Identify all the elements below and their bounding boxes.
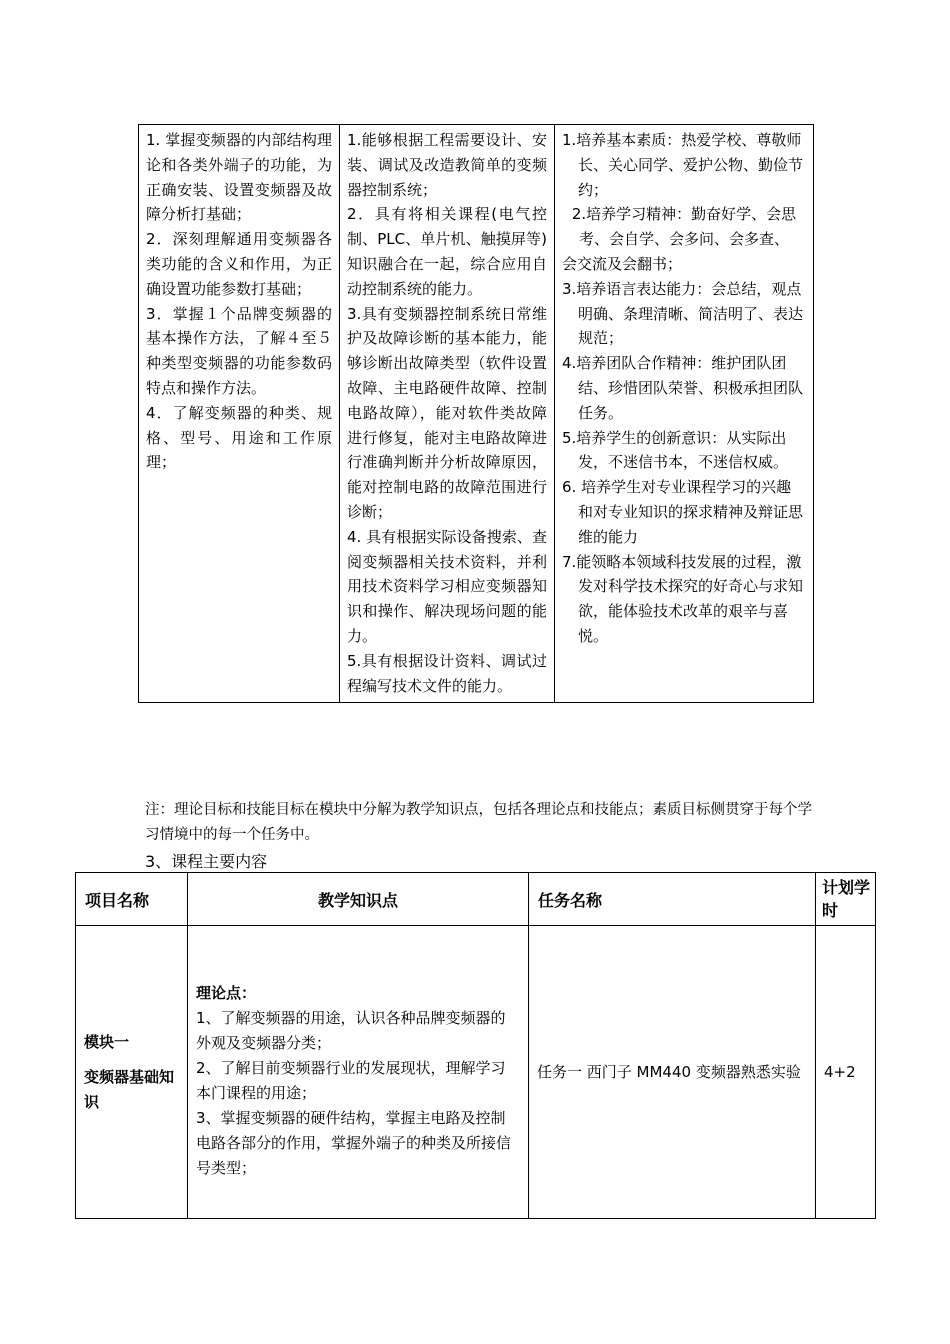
skill-objective-4: 4. 具有根据实际设备搜索、查阅变频器相关技术资料，并利用技术资料学习相应变频器知识和操作、解决现场问题的能力。 (347, 527, 547, 645)
task-name-cell: 任务一 西门子 MM440 变频器熟悉实验 (529, 926, 816, 1219)
header-project-name: 项目名称 (76, 873, 188, 926)
objectives-note: 注：理论目标和技能目标在模块中分解为教学知识点，包括各理论点和技能点；素质目标侧贯穿于每个学习情境中的每一个任务中。 (145, 802, 812, 843)
module-label: 模块一 (84, 1032, 130, 1051)
theory-objective-2: 2．深刻理解通用变频器各类功能的含义和作用，为正确设置功能参数打基础； (146, 230, 332, 298)
knowledge-point-2: 2、了解目前变频器行业的发展现状，理解学习本门课程的用途； (196, 1059, 506, 1102)
skill-objective-5: 5.具有根据设计资料、调试过程编写技术文件的能力。 (347, 651, 547, 695)
knowledge-points-cell (188, 926, 529, 1219)
skill-objectives-cell (340, 125, 555, 703)
header-task-name: 任务名称 (529, 873, 816, 926)
content-table-header-row (76, 873, 876, 926)
quality-objective-5: 5.培养学生的创新意识：从实际出发，不迷信书本，不迷信权威。 (562, 428, 789, 472)
knowledge-point-1: 1、了解变频器的用途，认识各种品牌变频器的外观及变频器分类； (196, 1009, 506, 1052)
quality-objective-1: 1.培养基本素质：热爱学校、尊敬师长、关心同学、爱护公物、勤俭节约； (562, 131, 804, 199)
theory-objective-1: 1. 掌握变频器的内部结构理论和各类外端子的功能，为正确安装、设置变频器及故障分析打基础； (146, 131, 332, 224)
quality-objective-6: 6. 培养学生对专业课程学习的兴趣和对专业知识的探求精神及辩证思维的能力 (562, 478, 804, 546)
theory-objectives-cell (139, 125, 340, 703)
project-name: 变频器基础知识 (84, 1067, 175, 1111)
header-knowledge-points: 教学知识点 (188, 873, 529, 926)
quality-objective-3: 3.培养语言表达能力：会总结，观点明确、条理清晰、简洁明了、表达规范； (562, 279, 804, 348)
knowledge-point-3: 3、掌握变频器的硬件结构，掌握主电路及控制电路各部分的作用，掌握外端子的种类及所接信号类型； (196, 1109, 512, 1177)
quality-objective-7: 7.能领略本领域科技发展的过程，激发对科学技术探究的好奇心与求知欲，能体验技术改革的艰辛与喜悦。 (562, 552, 804, 645)
theory-objective-3: 3．掌握１个品牌变频器的基本操作方法，了解４至５种类型变频器的功能参数码特点和操作方法。 (146, 304, 332, 397)
section-title: 3、课程主要内容 (145, 852, 268, 871)
objectives-row (139, 125, 814, 703)
theory-points-label: 理论点： (196, 984, 257, 1002)
quality-objective-4: 4.培养团队合作精神：维护团队团结、珍惜团队荣誉、积极承担团队任务。 (562, 354, 804, 422)
skill-objective-2: 2．具有将相关课程(电气控制、PLC、单片机、触摸屏等)知识融合在一起，综合应用自动控制系统的能力。 (347, 205, 547, 298)
skill-objective-3: 3.具有变频器控制系统日常维护及故障诊断的基本能力，能够诊断出故障类型（软件设置故障、主电路硬件故障、控制电路故障），能对软件类故障进行修复，能对主电路故障进行准确判断并分析故障原因，能对控制电路的故障范围进行诊断； (347, 304, 547, 521)
table-row (76, 926, 876, 1219)
quality-objective-2-continued: 会交流及会翻书； (562, 254, 683, 273)
theory-objective-4: 4．了解变频器的种类、规格、型号、用途和工作原理； (146, 403, 332, 472)
project-cell (76, 926, 188, 1219)
course-content-table (75, 872, 876, 1219)
header-planned-hours: 计划学时 (816, 873, 876, 926)
quality-objective-2: 2.培养学习精神：勤奋好学、会思考、会自学、会多问、会多查、 (571, 205, 797, 249)
skill-objective-1: 1.能够根据工程需要设计、安装、调试及改造教简单的变频器控制系统； (347, 131, 547, 199)
objectives-table (138, 124, 814, 703)
planned-hours-cell: 4+2 (816, 926, 876, 1219)
quality-objectives-cell (555, 125, 814, 703)
